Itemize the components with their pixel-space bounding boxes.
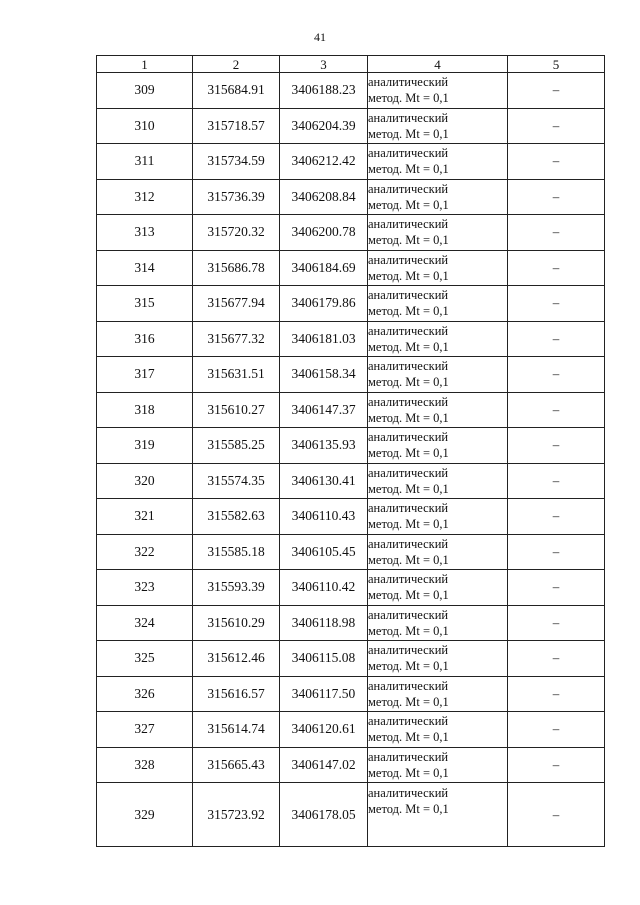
note-cell: – [508,215,605,251]
method-line-2: метод. Mt = 0,1 [368,802,449,816]
method-cell [368,783,508,847]
x-coordinate-cell: 315610.29 [193,605,280,641]
x-coordinate-cell: 315718.57 [193,108,280,144]
method-cell [368,747,508,783]
y-coordinate-cell: 3406118.98 [280,605,368,641]
y-coordinate-cell: 3406120.61 [280,712,368,748]
method-line-2: метод. Mt = 0,1 [368,126,449,141]
method-cell [368,73,508,109]
method-line-1: аналитический [368,146,449,161]
x-coordinate-cell: 315593.39 [193,570,280,606]
point-number-cell: 323 [97,570,193,606]
method-line-2: метод. Mt = 0,1 [368,446,449,461]
y-coordinate-cell: 3406158.34 [280,357,368,393]
method-line-1: аналитический [368,359,449,374]
method-line-1: аналитический [368,607,449,622]
note-cell: – [508,108,605,144]
x-coordinate-cell: 315684.91 [193,73,280,109]
point-number-cell: 318 [97,392,193,428]
table-row [97,108,605,144]
table-row [97,570,605,606]
note-cell: – [508,783,605,847]
method-line-1: аналитический [368,323,449,338]
point-number-cell: 328 [97,747,193,783]
table-row [97,676,605,712]
method-line-1: аналитический [368,643,449,658]
x-coordinate-cell: 315616.57 [193,676,280,712]
method-line-2: метод. Mt = 0,1 [368,233,449,248]
method-line-2: метод. Mt = 0,1 [368,730,449,745]
note-cell: – [508,286,605,322]
table-row [97,641,605,677]
header-col-3: 3 [280,56,368,73]
note-cell: – [508,392,605,428]
method-line-1: аналитический [368,394,449,409]
method-cell [368,534,508,570]
x-coordinate-cell: 315665.43 [193,747,280,783]
table-row [97,286,605,322]
note-cell: – [508,747,605,783]
method-line-2: метод. Mt = 0,1 [368,588,449,603]
note-cell: – [508,712,605,748]
header-col-1: 1 [97,56,193,73]
y-coordinate-cell: 3406204.39 [280,108,368,144]
method-cell [368,321,508,357]
method-cell [368,463,508,499]
header-col-2: 2 [193,56,280,73]
y-coordinate-cell: 3406115.08 [280,641,368,677]
x-coordinate-cell: 315574.35 [193,463,280,499]
table-row [97,321,605,357]
y-coordinate-cell: 3406200.78 [280,215,368,251]
method-line-1: аналитический [368,572,449,587]
note-cell: – [508,676,605,712]
y-coordinate-cell: 3406178.05 [280,783,368,847]
note-cell: – [508,570,605,606]
note-cell: – [508,73,605,109]
method-cell [368,570,508,606]
table-row [97,747,605,783]
table-row [97,783,605,847]
method-line-1: аналитический [368,110,449,125]
y-coordinate-cell: 3406184.69 [280,250,368,286]
method-cell [368,712,508,748]
method-line-1: аналитический [368,217,449,232]
method-cell [368,499,508,535]
table-row [97,250,605,286]
x-coordinate-cell: 315631.51 [193,357,280,393]
y-coordinate-cell: 3406181.03 [280,321,368,357]
method-line-2: метод. Mt = 0,1 [368,552,449,567]
method-line-1: аналитический [368,714,449,729]
x-coordinate-cell: 315677.32 [193,321,280,357]
y-coordinate-cell: 3406105.45 [280,534,368,570]
method-line-2: метод. Mt = 0,1 [368,304,449,319]
x-coordinate-cell: 315736.39 [193,179,280,215]
table-row [97,392,605,428]
method-line-2: метод. Mt = 0,1 [368,268,449,283]
point-number-cell: 325 [97,641,193,677]
table-header [97,56,605,73]
table-row [97,179,605,215]
point-number-cell: 319 [97,428,193,464]
x-coordinate-cell: 315612.46 [193,641,280,677]
method-line-2: метод. Mt = 0,1 [368,91,449,106]
table-row [97,144,605,180]
y-coordinate-cell: 3406130.41 [280,463,368,499]
table-row [97,534,605,570]
table-row [97,73,605,109]
method-line-2: метод. Mt = 0,1 [368,375,449,390]
y-coordinate-cell: 3406110.42 [280,570,368,606]
table-row [97,357,605,393]
method-line-2: метод. Mt = 0,1 [368,517,449,532]
method-cell [368,250,508,286]
method-cell [368,357,508,393]
point-number-cell: 312 [97,179,193,215]
point-number-cell: 321 [97,499,193,535]
y-coordinate-cell: 3406188.23 [280,73,368,109]
point-number-cell: 310 [97,108,193,144]
x-coordinate-cell: 315585.18 [193,534,280,570]
method-cell [368,605,508,641]
y-coordinate-cell: 3406212.42 [280,144,368,180]
y-coordinate-cell: 3406135.93 [280,428,368,464]
method-cell [368,179,508,215]
note-cell: – [508,499,605,535]
table-row [97,712,605,748]
y-coordinate-cell: 3406117.50 [280,676,368,712]
method-line-2: метод. Mt = 0,1 [368,197,449,212]
note-cell: – [508,250,605,286]
point-number-cell: 311 [97,144,193,180]
point-number-cell: 315 [97,286,193,322]
method-line-1: аналитический [368,786,449,800]
method-line-1: аналитический [368,749,449,764]
note-cell: – [508,463,605,499]
note-cell: – [508,641,605,677]
header-col-4: 4 [368,56,508,73]
note-cell: – [508,428,605,464]
y-coordinate-cell: 3406179.86 [280,286,368,322]
method-line-1: аналитический [368,288,449,303]
x-coordinate-cell: 315723.92 [193,783,280,847]
note-cell: – [508,321,605,357]
note-cell: – [508,605,605,641]
method-line-2: метод. Mt = 0,1 [368,162,449,177]
method-cell [368,286,508,322]
note-cell: – [508,357,605,393]
method-line-1: аналитический [368,252,449,267]
page-number: 41 [314,30,326,44]
method-line-2: метод. Mt = 0,1 [368,410,449,425]
table-row [97,428,605,464]
x-coordinate-cell: 315720.32 [193,215,280,251]
x-coordinate-cell: 315610.27 [193,392,280,428]
x-coordinate-cell: 315677.94 [193,286,280,322]
method-line-1: аналитический [368,678,449,693]
method-line-2: метод. Mt = 0,1 [368,481,449,496]
method-line-1: аналитический [368,536,449,551]
method-cell [368,215,508,251]
table-row [97,605,605,641]
point-number-cell: 320 [97,463,193,499]
method-line-2: метод. Mt = 0,1 [368,694,449,709]
method-line-2: метод. Mt = 0,1 [368,765,449,780]
header-col-5: 5 [508,56,605,73]
x-coordinate-cell: 315582.63 [193,499,280,535]
point-number-cell: 327 [97,712,193,748]
method-cell [368,144,508,180]
point-number-cell: 322 [97,534,193,570]
x-coordinate-cell: 315686.78 [193,250,280,286]
point-number-cell: 313 [97,215,193,251]
y-coordinate-cell: 3406147.02 [280,747,368,783]
note-cell: – [508,534,605,570]
point-number-cell: 309 [97,73,193,109]
table-row [97,463,605,499]
method-line-1: аналитический [368,430,449,445]
method-line-1: аналитический [368,465,449,480]
table-body [97,73,605,847]
point-number-cell: 329 [97,783,193,847]
method-line-2: метод. Mt = 0,1 [368,659,449,674]
point-number-cell: 314 [97,250,193,286]
header-row [97,56,605,73]
y-coordinate-cell: 3406147.37 [280,392,368,428]
coordinates-table [96,55,605,847]
method-line-1: аналитический [368,501,449,516]
method-line-1: аналитический [368,181,449,196]
method-cell [368,641,508,677]
method-line-2: метод. Mt = 0,1 [368,623,449,638]
note-cell: – [508,179,605,215]
x-coordinate-cell: 315585.25 [193,428,280,464]
method-cell [368,676,508,712]
y-coordinate-cell: 3406110.43 [280,499,368,535]
method-cell [368,428,508,464]
x-coordinate-cell: 315614.74 [193,712,280,748]
table-row [97,499,605,535]
table-row [97,215,605,251]
point-number-cell: 324 [97,605,193,641]
point-number-cell: 316 [97,321,193,357]
method-line-1: аналитический [368,75,449,90]
method-cell [368,392,508,428]
y-coordinate-cell: 3406208.84 [280,179,368,215]
point-number-cell: 326 [97,676,193,712]
point-number-cell: 317 [97,357,193,393]
method-cell [368,108,508,144]
x-coordinate-cell: 315734.59 [193,144,280,180]
note-cell: – [508,144,605,180]
method-line-2: метод. Mt = 0,1 [368,339,449,354]
